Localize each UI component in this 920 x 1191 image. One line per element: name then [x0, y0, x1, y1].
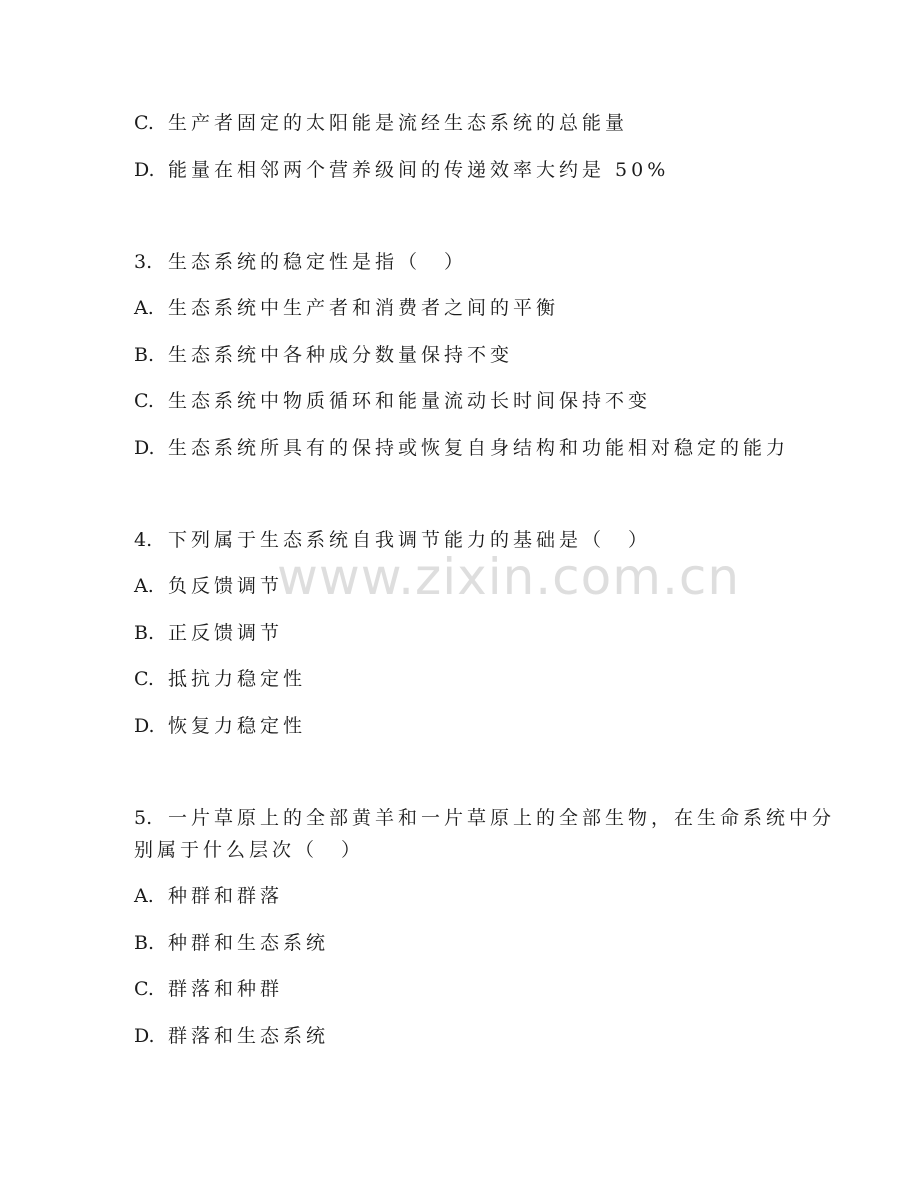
question-text: 下列属于生态系统自我调节能力的基础是（ ）	[168, 529, 652, 551]
watermark: www.zixin.com.cn	[277, 548, 741, 606]
option-row	[134, 883, 283, 909]
option-row	[134, 342, 513, 368]
option-text: 群落和种群	[168, 978, 284, 1000]
question-text: 生态系统的稳定性是指（ ）	[168, 251, 468, 273]
option-text: 生态系统中各种成分数量保持不变	[168, 344, 514, 366]
question-number: 5.	[134, 807, 153, 829]
option-row	[134, 930, 329, 956]
option-label: A.	[134, 885, 154, 907]
option-text: 生态系统所具有的保持或恢复自身结构和功能相对稳定的能力	[168, 437, 790, 459]
option-text: 恢复力稳定性	[168, 715, 307, 737]
option-label: C.	[134, 978, 154, 1000]
option-text: 负反馈调节	[168, 575, 284, 597]
option-label: C.	[134, 112, 154, 134]
option-text: 正反馈调节	[168, 622, 284, 644]
option-row	[134, 435, 789, 461]
question-stem	[134, 249, 467, 275]
option-text: 生态系统中生产者和消费者之间的平衡	[168, 297, 560, 319]
option-row	[134, 157, 669, 183]
option-label: D.	[134, 437, 155, 459]
question-number: 4.	[134, 529, 153, 551]
question-stem-continuation	[134, 837, 364, 863]
option-text: 能量在相邻两个营养级间的传递效率大约是 50%	[168, 159, 670, 181]
option-row	[134, 620, 283, 646]
option-label: B.	[134, 622, 155, 644]
option-row	[134, 295, 559, 321]
option-row	[134, 110, 628, 136]
option-text: 群落和生态系统	[168, 1025, 330, 1047]
question-number: 3.	[134, 251, 153, 273]
option-label: D.	[134, 1025, 155, 1047]
option-label: B.	[134, 932, 155, 954]
option-label: B.	[134, 344, 155, 366]
option-label: D.	[134, 715, 155, 737]
question-stem	[134, 805, 835, 831]
option-text: 生产者固定的太阳能是流经生态系统的总能量	[168, 112, 629, 134]
option-row	[134, 388, 651, 414]
option-row	[134, 1023, 329, 1049]
option-label: C.	[134, 390, 154, 412]
option-label: D.	[134, 159, 155, 181]
option-text: 抵抗力稳定性	[168, 668, 307, 690]
option-row	[134, 976, 283, 1002]
option-row	[134, 713, 306, 739]
option-text: 种群和生态系统	[168, 932, 330, 954]
option-row	[134, 666, 306, 692]
option-text: 种群和群落	[168, 885, 284, 907]
question-text: 别属于什么层次（ ）	[134, 839, 365, 861]
option-row	[134, 573, 283, 599]
option-label: C.	[134, 668, 154, 690]
option-label: A.	[134, 297, 154, 319]
option-label: A.	[134, 575, 154, 597]
question-text: 一片草原上的全部黄羊和一片草原上的全部生物，在生命系统中分	[168, 807, 836, 829]
option-text: 生态系统中物质循环和能量流动长时间保持不变	[168, 390, 652, 412]
